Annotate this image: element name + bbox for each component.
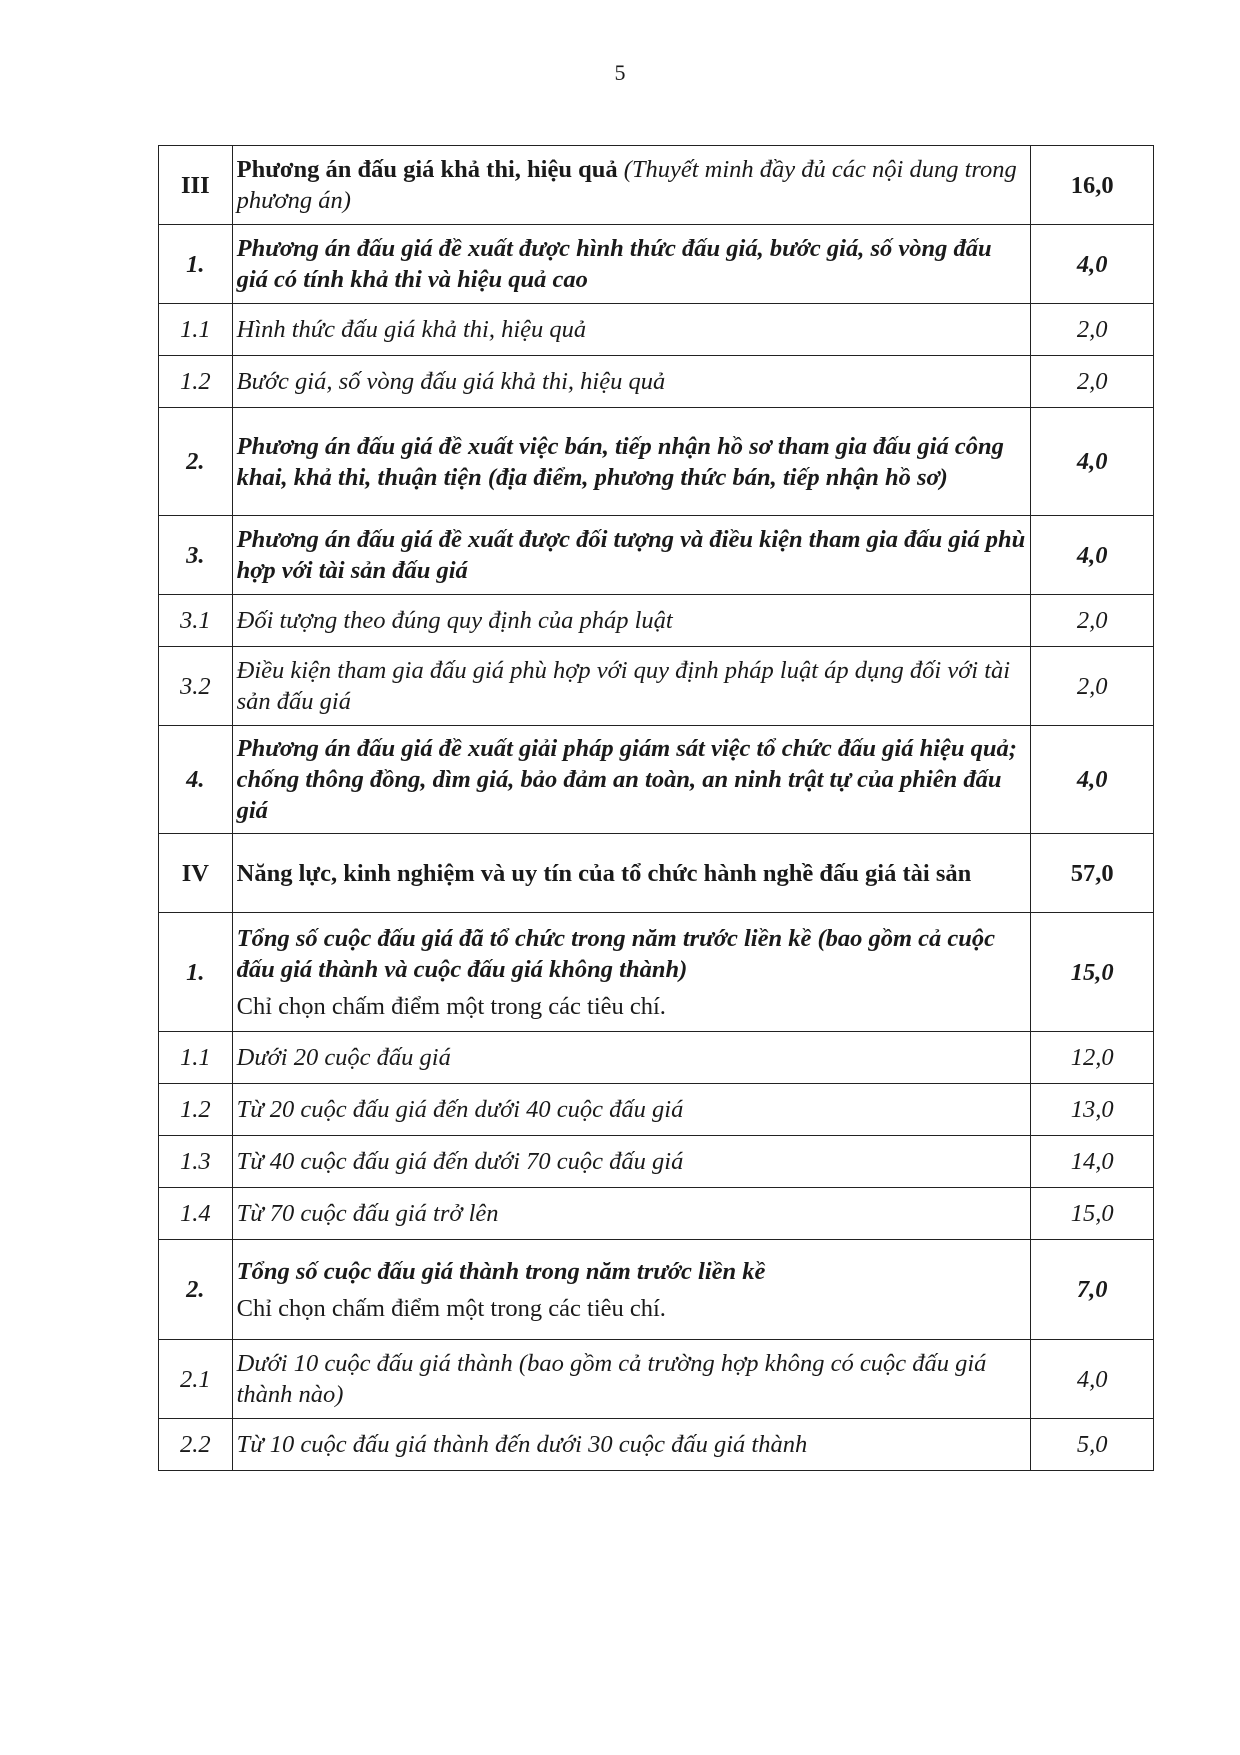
row-score: 13,0 (1031, 1084, 1154, 1136)
row-content-cell (232, 595, 1031, 647)
row-score: 57,0 (1031, 834, 1154, 913)
sub-criterion-row (159, 1340, 1154, 1419)
row-content: Bước giá, số vòng đấu giá khả thi, hiệu quả (236, 368, 666, 395)
row-content-cell (232, 516, 1031, 595)
row-content-cell (232, 647, 1031, 726)
sub-criterion-row (159, 1188, 1154, 1240)
scoring-table-body (159, 146, 1154, 1471)
row-content-cell (232, 1188, 1031, 1240)
row-score: 4,0 (1031, 408, 1154, 516)
row-number: 1.3 (159, 1136, 233, 1188)
criterion-row (159, 408, 1154, 516)
row-content: Từ 40 cuộc đấu giá đến dưới 70 cuộc đấu giá (236, 1148, 684, 1175)
row-content-cell (232, 913, 1031, 1032)
row-content: Phương án đấu giá đề xuất giải pháp giám sát việc tổ chức đấu giá hiệu quả; chống thông đồng, dìm giá, bảo đảm an toàn, an ninh trật tự của phiên đấu giá (236, 735, 1017, 824)
row-score: 2,0 (1031, 595, 1154, 647)
sub-criterion-row (159, 1136, 1154, 1188)
row-score: 12,0 (1031, 1032, 1154, 1084)
row-number: III (159, 146, 233, 225)
criterion-row (159, 726, 1154, 834)
row-content: Từ 10 cuộc đấu giá thành đến dưới 30 cuộc đấu giá thành (236, 1431, 808, 1458)
row-content: Phương án đấu giá đề xuất việc bán, tiếp nhận hồ sơ tham gia đấu giá công khai, khả thi, thuận tiện (địa điểm, phương thức bán, tiếp nhận hồ sơ) (236, 432, 1004, 491)
row-content: Tổng số cuộc đấu giá đã tổ chức trong năm trước liền kề (bao gồm cả cuộc đấu giá thành và cuộc đấu giá không thành) (236, 924, 996, 983)
row-content-cell (232, 834, 1031, 913)
sub-criterion-row (159, 647, 1154, 726)
row-content: Dưới 10 cuộc đấu giá thành (bao gồm cả trường hợp không có cuộc đấu giá thành nào) (236, 1350, 987, 1408)
row-score: 2,0 (1031, 356, 1154, 408)
row-number: 2.2 (159, 1419, 233, 1471)
row-score: 4,0 (1031, 225, 1154, 304)
row-number: 2. (159, 1240, 233, 1340)
row-number: 1.1 (159, 304, 233, 356)
row-score: 2,0 (1031, 647, 1154, 726)
row-score: 4,0 (1031, 1340, 1154, 1419)
row-instruction: Chỉ chọn chấm điểm một trong các tiêu chí. (236, 1294, 666, 1322)
row-content-cell (232, 726, 1031, 834)
row-number: 1. (159, 225, 233, 304)
criterion-row (159, 913, 1154, 1032)
row-content: Tổng số cuộc đấu giá thành trong năm trước liền kề (236, 1257, 766, 1285)
row-content-cell (232, 1340, 1031, 1419)
row-score: 5,0 (1031, 1419, 1154, 1471)
row-content-cell (232, 1136, 1031, 1188)
row-score: 15,0 (1031, 913, 1154, 1032)
row-content-cell (232, 1032, 1031, 1084)
row-content-cell (232, 408, 1031, 516)
row-score: 15,0 (1031, 1188, 1154, 1240)
sub-criterion-row (159, 1032, 1154, 1084)
row-number: 3.2 (159, 647, 233, 726)
row-instruction: Chỉ chọn chấm điểm một trong các tiêu chí. (236, 992, 666, 1020)
row-number: 1.2 (159, 1084, 233, 1136)
row-content: Hình thức đấu giá khả thi, hiệu quả (236, 316, 587, 343)
sub-criterion-row (159, 595, 1154, 647)
row-number: 1.4 (159, 1188, 233, 1240)
sub-criterion-row (159, 304, 1154, 356)
page-number: 5 (614, 60, 626, 85)
criterion-row (159, 1240, 1154, 1340)
row-number: 1.2 (159, 356, 233, 408)
row-content: Phương án đấu giá đề xuất được đối tượng và điều kiện tham gia đấu giá phù hợp với tài sản đấu giá (236, 526, 1026, 584)
row-score: 4,0 (1031, 726, 1154, 834)
criterion-row (159, 225, 1154, 304)
row-content-cell (232, 1240, 1031, 1340)
row-content-cell (232, 1419, 1031, 1471)
row-content: Điều kiện tham gia đấu giá phù hợp với quy định pháp luật áp dụng đối với tài sản đấu giá (236, 657, 1011, 715)
row-number: IV (159, 834, 233, 913)
row-content-cell (232, 304, 1031, 356)
row-number: 1. (159, 913, 233, 1032)
row-content-cell (232, 146, 1031, 225)
row-number: 4. (159, 726, 233, 834)
row-number: 2.1 (159, 1340, 233, 1419)
row-number: 3. (159, 516, 233, 595)
row-number: 3.1 (159, 595, 233, 647)
row-content-cell (232, 225, 1031, 304)
section-row (159, 834, 1154, 913)
row-score: 14,0 (1031, 1136, 1154, 1188)
criterion-row (159, 516, 1154, 595)
row-content: Phương án đấu giá khả thi, hiệu quả (236, 156, 618, 183)
row-score: 16,0 (1031, 146, 1154, 225)
row-content-note: (Thuyết minh đầy đủ các nội dung trong phương án) (236, 156, 1017, 214)
row-content: Từ 20 cuộc đấu giá đến dưới 40 cuộc đấu giá (236, 1096, 684, 1123)
row-number: 2. (159, 408, 233, 516)
row-content-cell (232, 356, 1031, 408)
section-row (159, 146, 1154, 225)
sub-criterion-row (159, 1419, 1154, 1471)
row-score: 7,0 (1031, 1240, 1154, 1340)
row-content-cell (232, 1084, 1031, 1136)
sub-criterion-row (159, 1084, 1154, 1136)
row-content: Phương án đấu giá đề xuất được hình thức đấu giá, bước giá, số vòng đấu giá có tính khả thi và hiệu quả cao (236, 235, 992, 293)
row-content: Dưới 20 cuộc đấu giá (236, 1044, 451, 1071)
row-score: 2,0 (1031, 304, 1154, 356)
row-content: Đối tượng theo đúng quy định của pháp luật (236, 607, 673, 634)
row-score: 4,0 (1031, 516, 1154, 595)
sub-criterion-row (159, 356, 1154, 408)
row-content: Từ 70 cuộc đấu giá trở lên (236, 1200, 499, 1227)
row-number: 1.1 (159, 1032, 233, 1084)
row-content: Năng lực, kinh nghiệm và uy tín của tổ chức hành nghề đấu giá tài sản (236, 859, 972, 887)
scoring-table (158, 145, 1154, 1471)
